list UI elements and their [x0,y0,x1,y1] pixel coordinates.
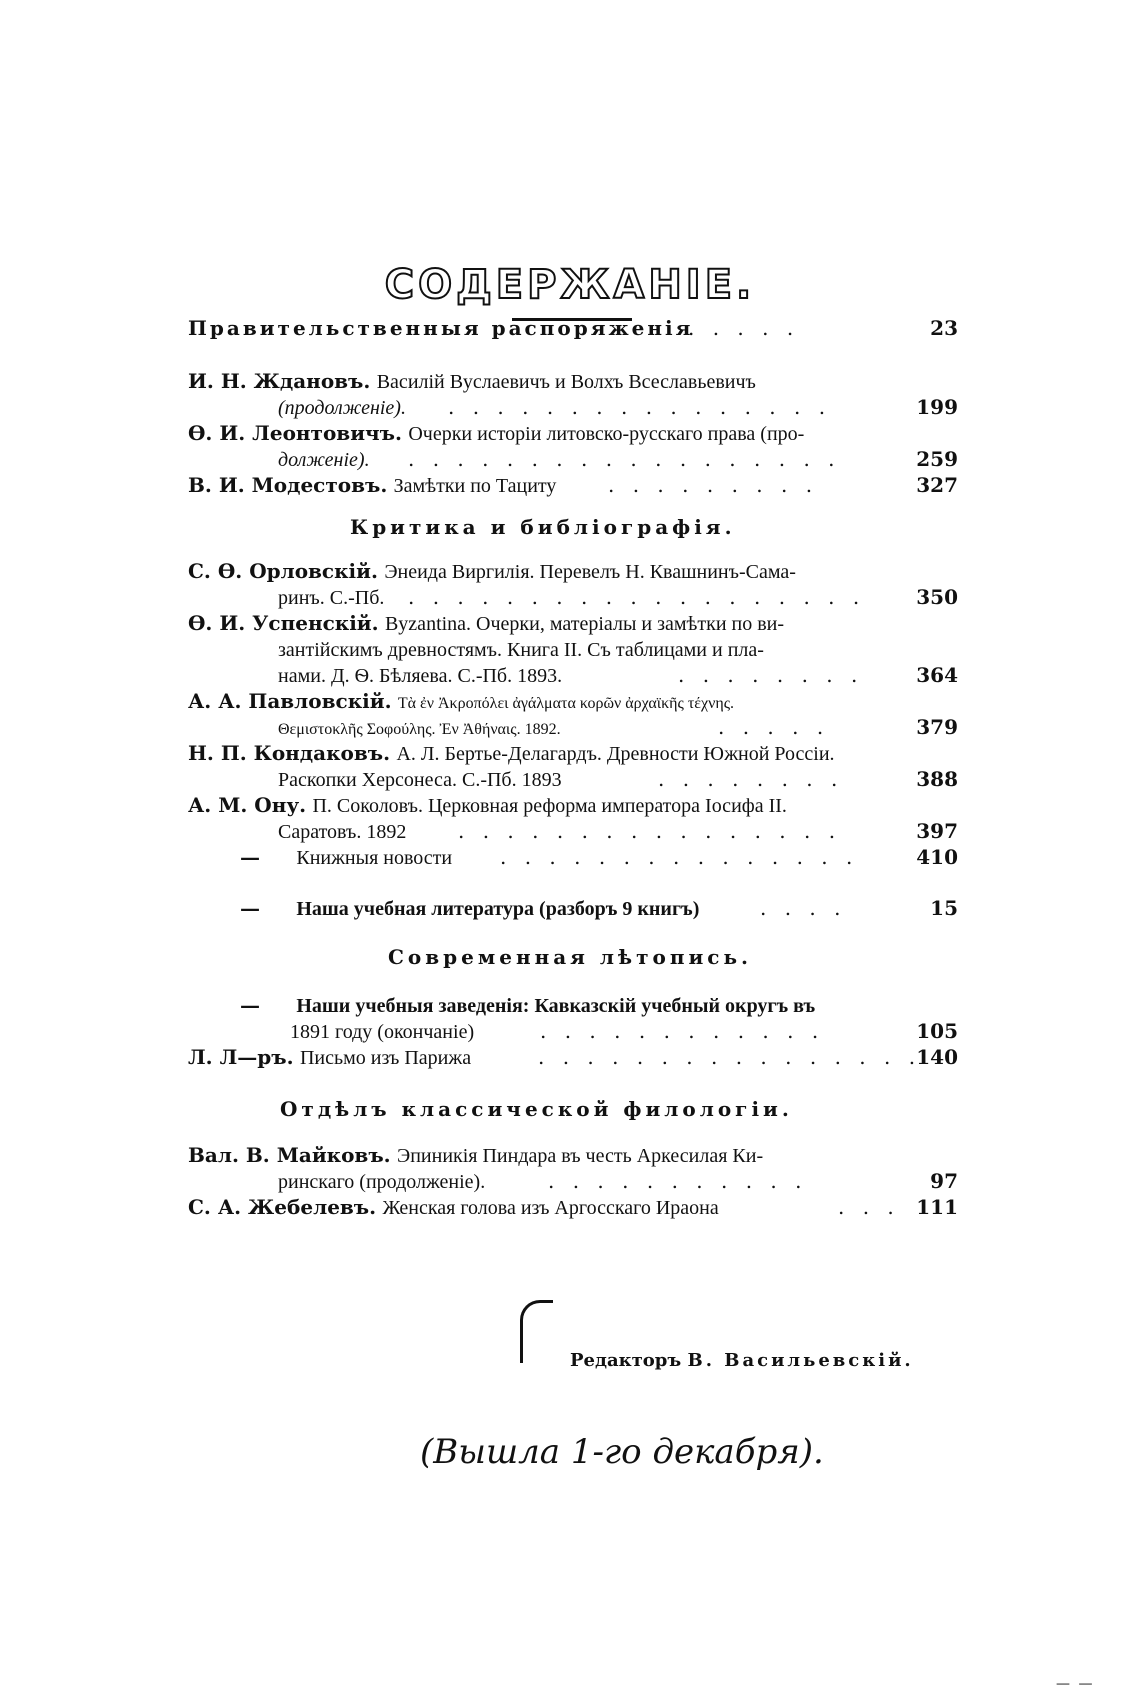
toc-row-critique-3-cont[interactable] [278,714,958,743]
entry-title: Энеида Виргилія. Перевелъ Н. Квашнинъ-Сама- [384,561,796,583]
toc-row-gov[interactable] [188,315,958,341]
toc-row-chronicle-1-cont[interactable] [290,1018,958,1045]
author: А. А. Павловскій. [188,689,392,713]
entry-title: П. Соколовъ. Церковная реформа императора Іосифа II. [312,795,787,817]
author: Л. Л—ръ. [188,1045,294,1069]
toc-row-chronicle-1[interactable] [240,992,958,1019]
leader-dots: . . . . . . . . . . . . . . . . . . . [408,585,866,609]
author-dash: — [240,993,260,1017]
page-title: СОДЕРЖАНІЕ. [384,262,756,308]
section-classics-heading: Отдѣлъ классической филологіи. [280,1097,793,1121]
leader-dots: . . . . . . . . . . . . . . . . . . [408,447,841,471]
entry-title: Замѣтки по Тациту [393,475,557,497]
author-dash: — [240,896,260,920]
leader-dots: . . . . . [718,715,830,739]
toc-row-article-1[interactable] [188,368,958,395]
entry-title: Книжныя новости [296,847,453,869]
author: Н. П. Кондаковъ. [188,741,391,765]
toc-row-classics-1-cont[interactable] [278,1168,958,1195]
toc-row-classics-1[interactable] [188,1142,958,1169]
leader-dots: . . . . . . . . [678,663,864,687]
entry-title: Василій Вуслаевичъ и Волхъ Всеславьевичъ [376,371,756,393]
toc-row-article-2-cont[interactable] [278,446,958,473]
entry-title: Письмо изъ Парижа [299,1047,472,1069]
toc-row-critique-5-cont[interactable] [278,818,958,845]
entry-title-cont: (продолженіе). [278,397,406,419]
leader-dots: . . . . . . . . . [608,473,819,497]
toc-row-article-2[interactable] [188,420,958,447]
leader-dots: . . . . . . . . . . . . . . . . [458,819,842,843]
section-critique-heading: Критика и библіографія. [350,515,736,539]
author: А. М. Ону. [188,793,307,817]
leader-dots: . . . . . . . . . . . . . . . [500,845,859,869]
author: И. Н. Ждановъ. [188,369,371,393]
entry-title-cont: ринскаго (продолженіе). [278,1171,486,1193]
footer-mark: — — [1056,1676,1095,1692]
ink-bracket-mark [520,1300,553,1363]
page-number: 410 [916,845,958,869]
page-number: 199 [916,395,958,419]
section-gov-label: Правительственныя распоряженія [188,316,694,340]
entry-title: Эпиникія Пиндара въ честь Аркесилая Ки- [397,1145,764,1167]
author: С. Ѳ. Орловскій. [188,559,378,583]
editor-label: Редакторъ [570,1350,682,1371]
page-number: 364 [916,663,958,687]
toc-row-critique-2-cont1[interactable] [278,636,958,663]
entry-title-cont: ринъ. С.-Пб. [278,587,385,609]
toc-row-critique-2-cont[interactable] [278,662,958,689]
toc-row-critique-6[interactable] [240,844,958,871]
toc-row-article-3[interactable] [188,472,958,499]
entry-title: Наши учебныя заведенія: Кавказскій учебный округъ въ [296,995,816,1017]
editor-line [570,1350,914,1371]
toc-row-critique-1-cont[interactable] [278,584,958,611]
section-chronicle-heading: Современная лѣтопись. [387,945,753,969]
entry-title: Τὰ ἐν Ἀκροπόλει ἀγάλματα κορῶν ἀρχαϊκῆς τέχνης. [397,695,735,712]
author-dash: — [240,845,260,869]
leader-dots: . . . . . [688,316,800,340]
entry-title-cont: Раскопки Херсонеса. С.-Пб. 1893 [278,769,562,791]
toc-row-classics-2[interactable] [188,1194,958,1221]
entry-title: Женская голова изъ Аргосскаго Ираона [382,1197,719,1219]
page-number: 111 [916,1195,958,1219]
leader-dots: . . . . . . . . . . . . . . . . [448,395,832,419]
toc-row-critique-2[interactable] [188,610,958,637]
leader-dots: . . . . . . . . . . . . . . . . [538,1045,922,1069]
page-number: 140 [916,1045,958,1069]
page-number: 23 [930,316,958,340]
author: Вал. В. Майковъ. [188,1143,391,1167]
handwritten-note: (Вышла 1-го декабря). [420,1432,824,1472]
toc-row-article-1-cont[interactable] [278,394,958,421]
author: С. А. Жебелевъ. [188,1195,377,1219]
entry-title-cont: 1891 году (окончаніе) [290,1021,475,1043]
toc-row-critique-3[interactable] [188,688,958,717]
page-number: 388 [916,767,958,791]
entry-title-cont: нами. Д. Ѳ. Бѣляева. С.-Пб. 1893. [278,665,563,687]
entry-title: Очерки исторіи литовско-русскаго права (про- [408,423,805,445]
toc-row-critique-1[interactable] [188,558,958,585]
author: Ѳ. И. Леонтовичъ. [188,421,402,445]
page-number: 105 [916,1019,958,1043]
leader-dots: . . . . . . . . . . . . [540,1019,825,1043]
author: В. И. Модестовъ. [188,473,388,497]
leader-dots: . . . . [760,896,847,920]
entry-title-cont: Θεμιστοκλῆς Σοφούλης. Ἐν Ἀθήναις. 1892. [278,721,561,738]
page-number: 259 [916,447,958,471]
entry-title: А. Л. Бертье-Делагардъ. Древности Южной Россіи. [396,743,835,765]
entry-title: Byzantina. Очерки, матеріалы и замѣтки по ви- [384,613,785,635]
entry-title-cont: Саратовъ. 1892 [278,821,407,843]
toc-row-critique-4-cont[interactable] [278,766,958,793]
page-number: 350 [916,585,958,609]
page-number: 15 [930,896,958,920]
page-number: 397 [916,819,958,843]
page-number: 379 [916,715,958,739]
toc-row-chronicle-2[interactable] [188,1044,958,1071]
page-number: 97 [930,1169,958,1193]
author: Ѳ. И. Успенскій. [188,611,379,635]
leader-dots: . . . [838,1195,900,1219]
page-number: 327 [916,473,958,497]
entry-title: Наша учебная литература (разборъ 9 книгъ) [296,898,700,920]
entry-title-cont: зантійскимъ древностямъ. Книга II. Съ таблицами и пла- [278,639,764,661]
toc-row-critique-4[interactable] [188,740,958,767]
editor-name: В. Васильевскій. [687,1350,914,1371]
toc-row-critique-5[interactable] [188,792,958,819]
leader-dots: . . . . . . . . [658,767,844,791]
entry-title-cont: долженіе). [278,449,370,471]
toc-row-critique-extra[interactable] [240,895,958,922]
leader-dots: . . . . . . . . . . . [548,1169,808,1193]
